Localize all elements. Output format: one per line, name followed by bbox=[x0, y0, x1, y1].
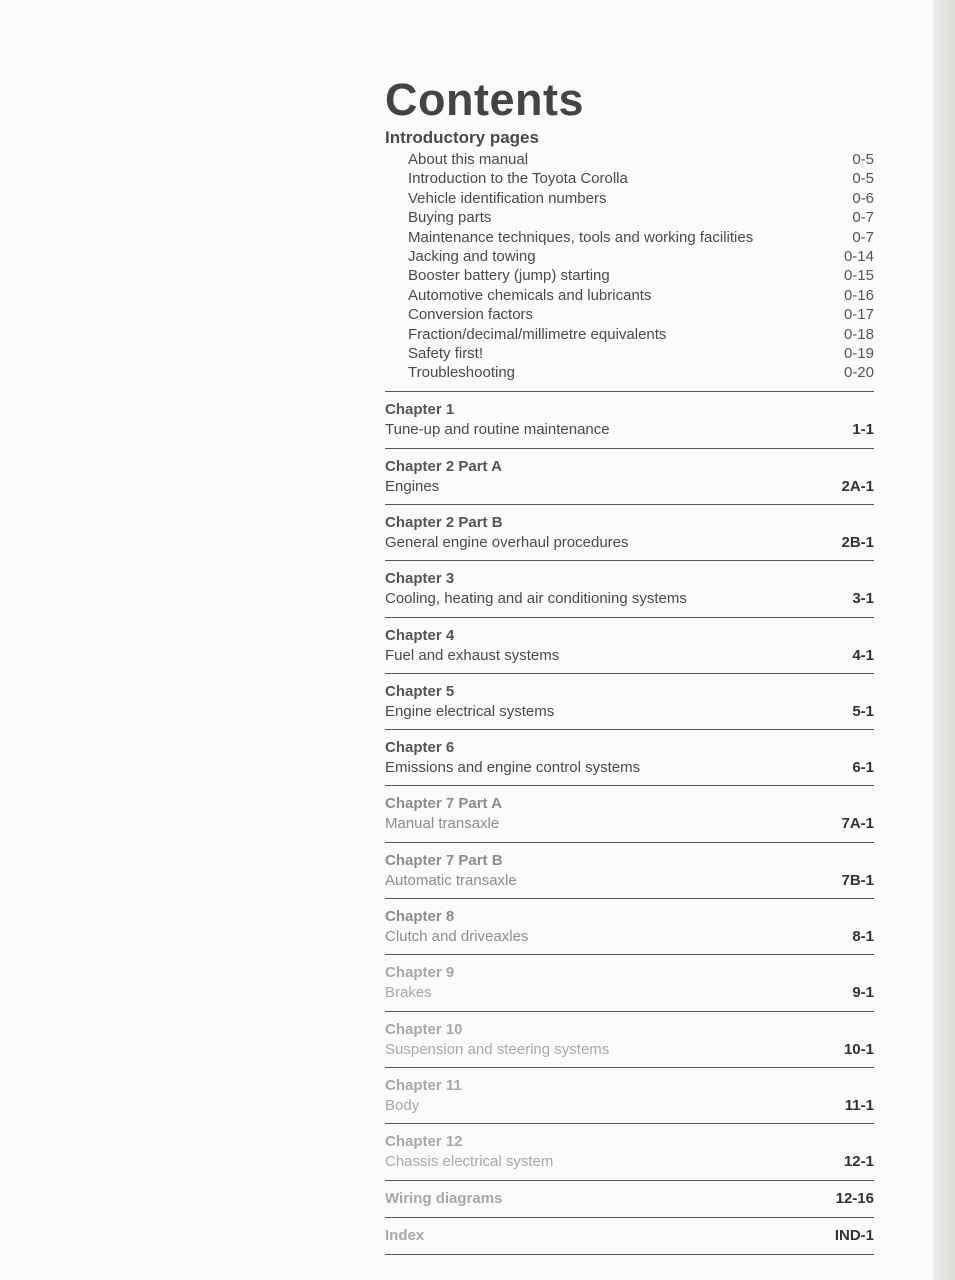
chapter-number: Chapter 12 bbox=[385, 1133, 463, 1151]
intro-heading: Introductory pages bbox=[385, 128, 539, 147]
extra-page: 12-16 bbox=[835, 1190, 874, 1208]
entry-label: Vehicle identification numbers bbox=[408, 189, 607, 207]
toc-entry[interactable] bbox=[385, 344, 874, 363]
toc-entry[interactable] bbox=[385, 247, 874, 266]
chapter-title: Cooling, heating and air conditioning systems bbox=[385, 590, 687, 608]
entry-page: 0-5 bbox=[852, 170, 874, 188]
chapter-entry[interactable] bbox=[385, 843, 874, 899]
entry-page: 0-16 bbox=[843, 286, 874, 304]
entry-page: 0-5 bbox=[852, 151, 874, 168]
chapter-entry[interactable] bbox=[385, 1124, 874, 1180]
chapter-number: Chapter 5 bbox=[385, 682, 455, 700]
entry-page: 0-6 bbox=[852, 189, 874, 207]
extra-entry[interactable] bbox=[385, 1218, 874, 1255]
chapter-title: Chassis electrical system bbox=[385, 1153, 554, 1171]
chapter-number: Chapter 3 bbox=[385, 570, 455, 588]
entry-label: Buying parts bbox=[408, 209, 492, 227]
chapter-number: Chapter 2 Part A bbox=[385, 457, 502, 475]
entry-page: 0-14 bbox=[843, 248, 874, 266]
intro-list bbox=[385, 150, 874, 383]
entry-page: 0-7 bbox=[852, 209, 874, 227]
entry-page: 0-7 bbox=[852, 228, 874, 246]
chapter-page: 3-1 bbox=[852, 590, 874, 608]
chapter-list bbox=[385, 392, 874, 1180]
chapter-entry[interactable] bbox=[385, 899, 874, 955]
chapter-title: General engine overhaul procedures bbox=[385, 533, 629, 551]
entry-label: Jacking and towing bbox=[408, 248, 536, 266]
chapter-page: 4-1 bbox=[852, 646, 874, 664]
chapter-number: Chapter 9 bbox=[385, 964, 455, 982]
extra-entry[interactable] bbox=[385, 1181, 874, 1218]
toc-entry[interactable] bbox=[385, 189, 874, 208]
extra-label: Index bbox=[385, 1227, 425, 1245]
chapter-number: Chapter 1 bbox=[385, 401, 455, 419]
toc-entry[interactable] bbox=[385, 363, 874, 382]
page-edge bbox=[933, 0, 955, 1280]
chapter-title: Automatic transaxle bbox=[385, 871, 517, 889]
toc-entry[interactable] bbox=[385, 305, 874, 324]
toc-entry[interactable] bbox=[385, 286, 874, 305]
entry-page: 0-17 bbox=[843, 306, 874, 324]
chapter-title: Emissions and engine control systems bbox=[385, 759, 641, 777]
entry-page: 0-18 bbox=[843, 325, 874, 343]
chapter-page: 5-1 bbox=[852, 702, 874, 720]
chapter-entry[interactable] bbox=[385, 392, 874, 448]
chapter-title: Tune-up and routine maintenance bbox=[385, 421, 610, 439]
entry-label: Introduction to the Toyota Corolla bbox=[408, 170, 628, 188]
chapter-title: Manual transaxle bbox=[385, 815, 500, 833]
chapter-page: 9-1 bbox=[852, 984, 874, 1002]
entry-label: Booster battery (jump) starting bbox=[408, 267, 610, 285]
chapter-entry[interactable] bbox=[385, 505, 874, 561]
chapter-page: 8-1 bbox=[852, 928, 874, 946]
extra-page: IND-1 bbox=[834, 1227, 874, 1245]
chapter-number: Chapter 6 bbox=[385, 739, 455, 757]
chapter-number: Chapter 10 bbox=[385, 1020, 463, 1038]
entry-label: Conversion factors bbox=[408, 306, 534, 324]
chapter-page: 11-1 bbox=[844, 1096, 874, 1114]
chapter-entry[interactable] bbox=[385, 955, 874, 1011]
chapter-entry[interactable] bbox=[385, 730, 874, 786]
toc-entry[interactable] bbox=[385, 208, 874, 227]
chapter-title: Suspension and steering systems bbox=[385, 1040, 610, 1058]
extra-label: Wiring diagrams bbox=[385, 1190, 503, 1208]
chapter-page: 7A-1 bbox=[841, 815, 874, 833]
entry-label: Automotive chemicals and lubricants bbox=[408, 286, 652, 304]
table-of-contents bbox=[385, 72, 874, 1255]
chapter-entry[interactable] bbox=[385, 618, 874, 674]
entry-page: 0-15 bbox=[843, 267, 874, 285]
chapter-entry[interactable] bbox=[385, 1012, 874, 1068]
page-title: Contents bbox=[385, 74, 584, 125]
chapter-number: Chapter 8 bbox=[385, 908, 455, 926]
chapter-entry[interactable] bbox=[385, 786, 874, 842]
chapter-title: Engine electrical systems bbox=[385, 702, 555, 720]
chapter-page: 7B-1 bbox=[841, 871, 874, 889]
chapter-number: Chapter 2 Part B bbox=[385, 513, 503, 531]
extras-list bbox=[385, 1181, 874, 1255]
chapter-number: Chapter 7 Part A bbox=[385, 795, 502, 813]
chapter-title: Body bbox=[385, 1096, 420, 1114]
toc-entry[interactable] bbox=[385, 325, 874, 344]
chapter-number: Chapter 4 bbox=[385, 626, 455, 644]
entry-label: About this manual bbox=[408, 151, 529, 168]
entry-label: Maintenance techniques, tools and working facilities bbox=[408, 228, 754, 246]
chapter-entry[interactable] bbox=[385, 449, 874, 505]
entry-label: Safety first! bbox=[408, 345, 484, 363]
chapter-title: Engines bbox=[385, 477, 440, 495]
chapter-page: 6-1 bbox=[852, 759, 874, 777]
toc-entry[interactable] bbox=[385, 228, 874, 247]
chapter-number: Chapter 7 Part B bbox=[385, 851, 503, 869]
chapter-title: Fuel and exhaust systems bbox=[385, 646, 560, 664]
entry-label: Fraction/decimal/millimetre equivalents bbox=[408, 325, 667, 343]
entry-page: 0-19 bbox=[843, 345, 874, 363]
chapter-page: 1-1 bbox=[852, 421, 874, 439]
chapter-page: 10-1 bbox=[843, 1040, 874, 1058]
entry-page: 0-20 bbox=[843, 364, 874, 382]
chapter-page: 2B-1 bbox=[841, 533, 874, 551]
chapter-page: 2A-1 bbox=[841, 477, 874, 495]
toc-entry[interactable] bbox=[385, 150, 874, 169]
chapter-title: Brakes bbox=[385, 984, 432, 1002]
chapter-title: Clutch and driveaxles bbox=[385, 928, 529, 946]
entry-label: Troubleshooting bbox=[408, 364, 516, 382]
toc-entry[interactable] bbox=[385, 266, 874, 285]
chapter-number: Chapter 11 bbox=[385, 1076, 462, 1094]
chapter-entry[interactable] bbox=[385, 561, 874, 617]
chapter-page: 12-1 bbox=[843, 1153, 874, 1171]
toc-entry[interactable] bbox=[385, 169, 874, 188]
chapter-entry[interactable] bbox=[385, 674, 874, 730]
chapter-entry[interactable] bbox=[385, 1068, 874, 1124]
